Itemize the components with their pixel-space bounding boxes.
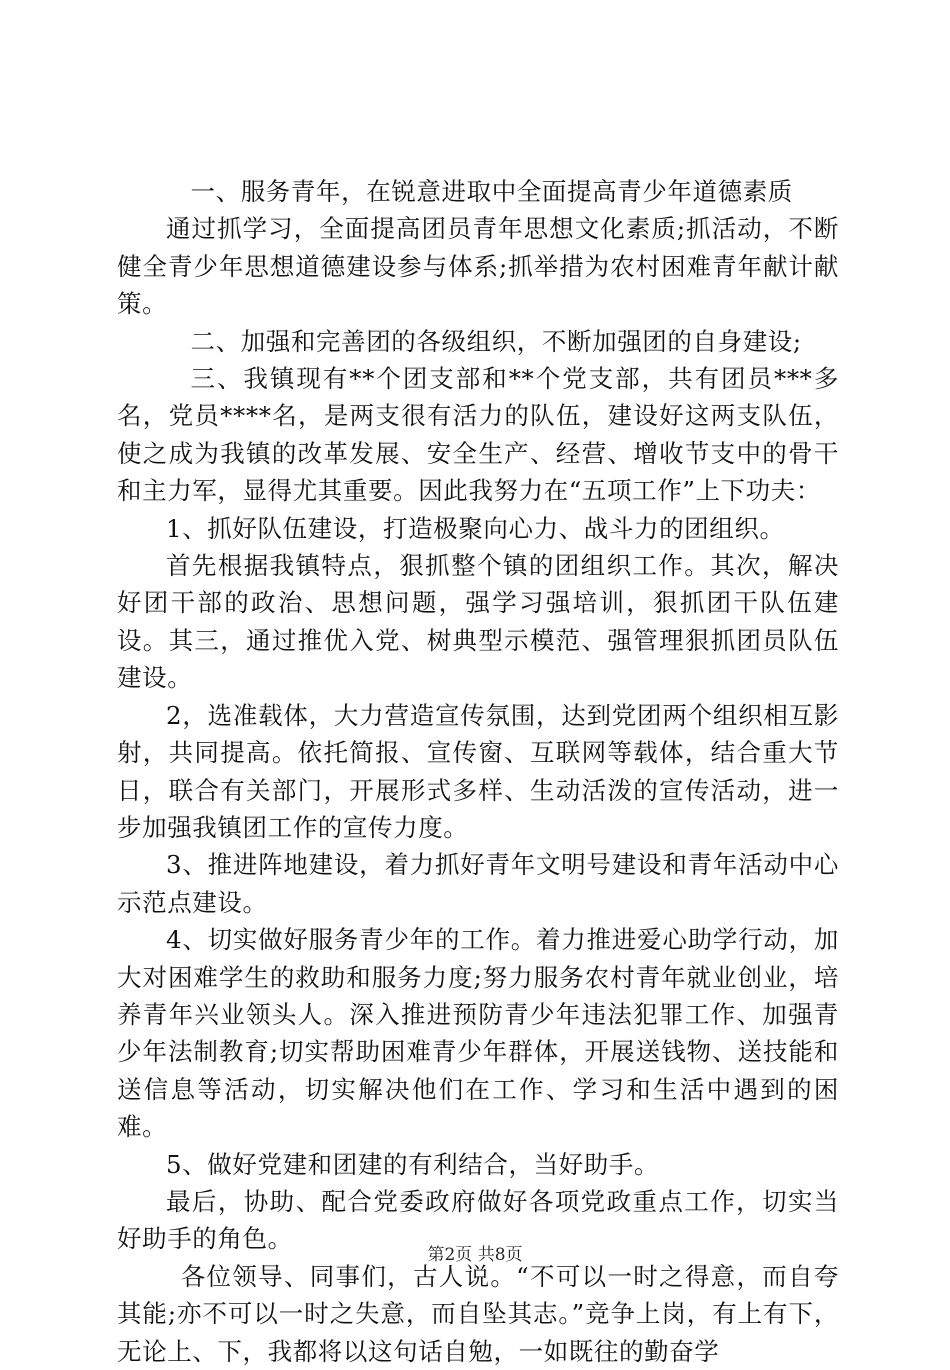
list-item-2: 2，选准载体，大力营造宣传氛围，达到党团两个组织相互影射，共同提高。依托简报、宣传窗、互联网等载体，结合重大节日，联合有关部门，开展形式多样、生动活泼的宣传活动，进一步加强我镇团工作的宣传力度。 — [117, 700, 839, 842]
list-item-4: 4、切实做好服务青少年的工作。着力推进爱心助学行动，加大对困难学生的救助和服务力度;努力服务农村青年就业创业，培养青年兴业领头人。深入推进预防青少年违法犯罪工作、加强青少年法制教育;切实帮助困难青少年群体，开展送钱物、送技能和送信息等活动，切实解决他们在工作、学习和生活中遇到的困难。 — [117, 925, 839, 1142]
section-heading-1: 一、服务青年，在锐意进取中全面提高青少年道德素质 — [190, 177, 793, 206]
section-heading-2: 二、加强和完善团的各级组织，不断加强团的自身建设; — [190, 326, 802, 356]
paragraph: 首先根据我镇特点，狠抓整个镇的团组织工作。其次，解决好团干部的政治、思想问题，强学习强培训，狠抓团干队伍建设。其三，通过推优入党、树典型示模范、强管理狠抓团员队伍建设。 — [117, 551, 839, 693]
list-item-5: 5、做好党建和团建的有利结合，当好助手。 — [166, 1149, 660, 1179]
section-heading-3: 三、我镇现有**个团支部和**个党支部，共有团员***多名，党员****名，是两支很有活力的队伍，建设好这两支队伍，使之成为我镇的改革发展、安全生产、经营、增收节支中的骨干和主力军，显得尤其重要。因此我努力在“五项工作”上下功夫： — [117, 364, 839, 506]
page-number: 第2页 共8页 — [427, 1245, 523, 1265]
paragraph: 通过抓学习，全面提高团员青年思想文化素质;抓活动，不断健全青少年思想道德建设参与体系;抓举措为农村困难青年献计献策。 — [117, 214, 839, 319]
list-item-3: 3、推进阵地建设，着力抓好青年文明号建设和青年活动中心示范点建设。 — [117, 850, 839, 917]
paragraph: 各位领导、同事们，古人说。“不可以一时之得意，而自夸其能;亦不可以一时之失意，而自坠其志。”竞争上岗，有上有下，无论上、下，我都将以这句话自勉，一如既往的勤奋学 — [117, 1261, 839, 1366]
paragraph: 最后，协助、配合党委政府做好各项党政重点工作，切实当好助手的角色。 — [117, 1186, 839, 1254]
list-item-1: 1、抓好队伍建设，打造极聚向心力、战斗力的团组织。 — [166, 513, 785, 543]
document-body — [117, 173, 839, 1370]
